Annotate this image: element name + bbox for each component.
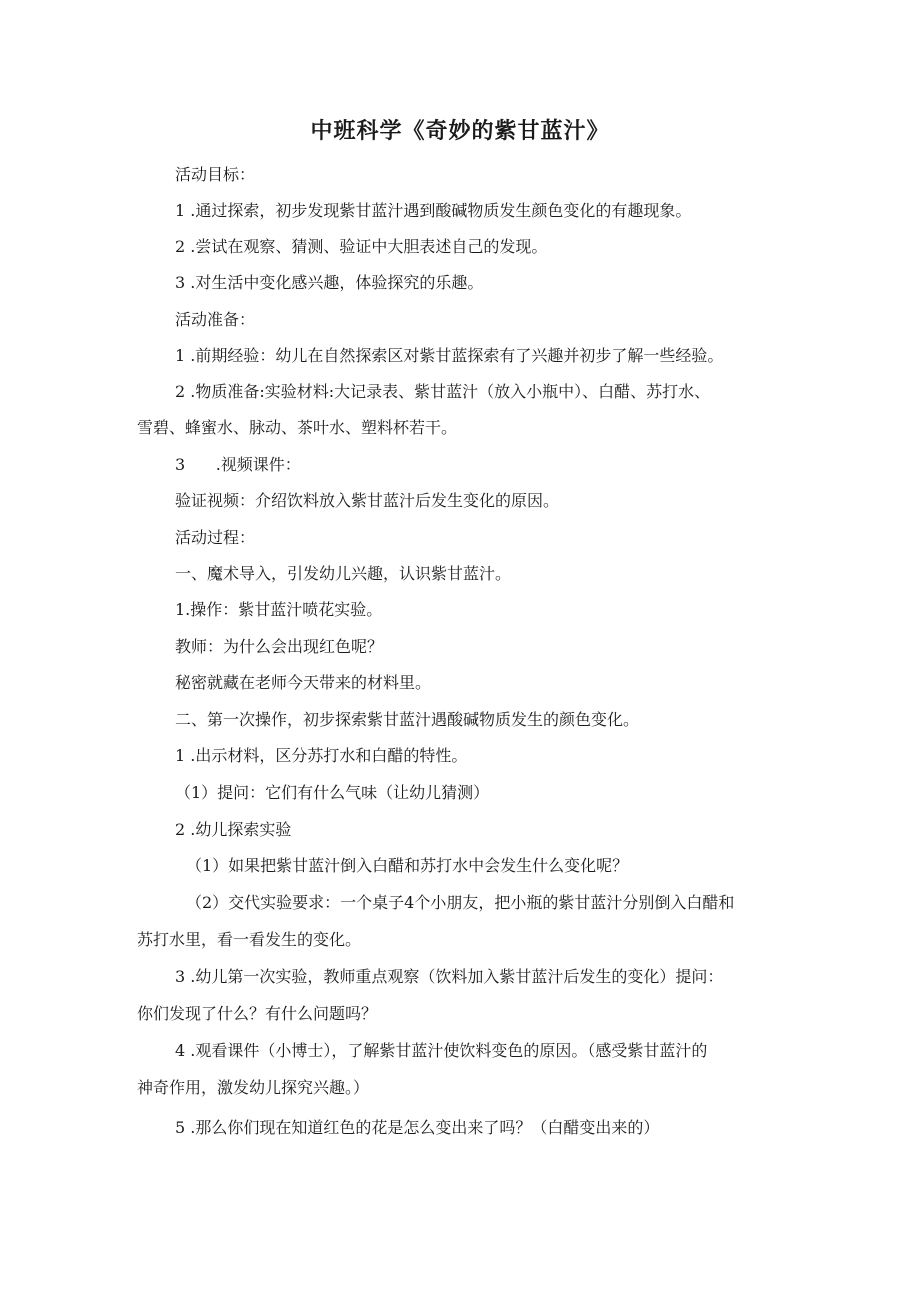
paragraph-line: 1 .出示材料，区分苏打水和白醋的特性。 xyxy=(175,746,468,765)
section-heading-process: 活动过程： xyxy=(175,528,256,547)
paragraph-line: 5 .那么你们现在知道红色的花是怎么变出来了吗？（白醋变出来的） xyxy=(175,1118,660,1137)
paragraph-line: 秘密就藏在老师今天带来的材料里。 xyxy=(175,673,432,692)
paragraph-line: 教师：为什么会出现红色呢？ xyxy=(175,637,384,656)
paragraph-line: 苏打水里，看一看发生的变化。 xyxy=(137,930,362,949)
paragraph-line: 3 .幼儿第一次实验，教师重点观察（饮料加入紫甘蓝汁后发生的变化）提问： xyxy=(175,967,724,986)
paragraph-line: 4 .观看课件（小博士），了解紫甘蓝汁使饮料变色的原因。（感受紫甘蓝汁的 xyxy=(175,1041,708,1060)
paragraph-line: 一、魔术导入，引发幼儿兴趣，认识紫甘蓝汁。 xyxy=(175,564,512,583)
paragraph-line: （2）交代实验要求：一个桌子4个小朋友，把小瓶的紫甘蓝汁分别倒入白醋和 xyxy=(186,893,735,912)
paragraph-line: 3 .视频课件： xyxy=(175,455,301,474)
section-heading-preparation: 活动准备： xyxy=(175,310,256,329)
paragraph-line: 3 .对生活中变化感兴趣，体验探究的乐趣。 xyxy=(175,273,484,292)
paragraph-line: 验证视频：介绍饮料放入紫甘蓝汁后发生变化的原因。 xyxy=(175,491,560,510)
paragraph-line: 二、第一次操作，初步探索紫甘蓝汁遇酸碱物质发生的颜色变化。 xyxy=(175,710,640,729)
paragraph-line: 神奇作用，激发幼儿探究兴趣。） xyxy=(137,1078,370,1097)
paragraph-line: （1）如果把紫甘蓝汁倒入白醋和苏打水中会发生什么变化呢？ xyxy=(186,856,629,875)
paragraph-line: （1）提问：它们有什么气味（让幼儿猜测） xyxy=(175,783,490,802)
paragraph-line: 2 .幼儿探索实验 xyxy=(175,820,292,839)
paragraph-line: 你们发现了什么？有什么问题吗？ xyxy=(137,1004,378,1023)
section-heading-goals: 活动目标： xyxy=(175,165,256,184)
paragraph-line: 1 .通过探索，初步发现紫甘蓝汁遇到酸碱物质发生颜色变化的有趣现象。 xyxy=(175,201,692,220)
document-title: 中班科学《奇妙的紫甘蓝汁》 xyxy=(310,119,610,144)
paragraph-line: 1 .前期经验：幼儿在自然探索区对紫甘蓝探索有了兴趣并初步了解一些经验。 xyxy=(175,346,724,365)
paragraph-line: 雪碧、蜂蜜水、脉动、茶叶水、塑料杯若干。 xyxy=(137,418,458,437)
paragraph-line: 2 .尝试在观察、猜测、验证中大胆表述自己的发现。 xyxy=(175,237,548,256)
paragraph-line: 2 .物质准备:实验材料:大记录表、紫甘蓝汁（放入小瓶中）、白醋、苏打水、 xyxy=(175,382,711,401)
paragraph-line: 1.操作：紫甘蓝汁喷花实验。 xyxy=(175,600,383,619)
